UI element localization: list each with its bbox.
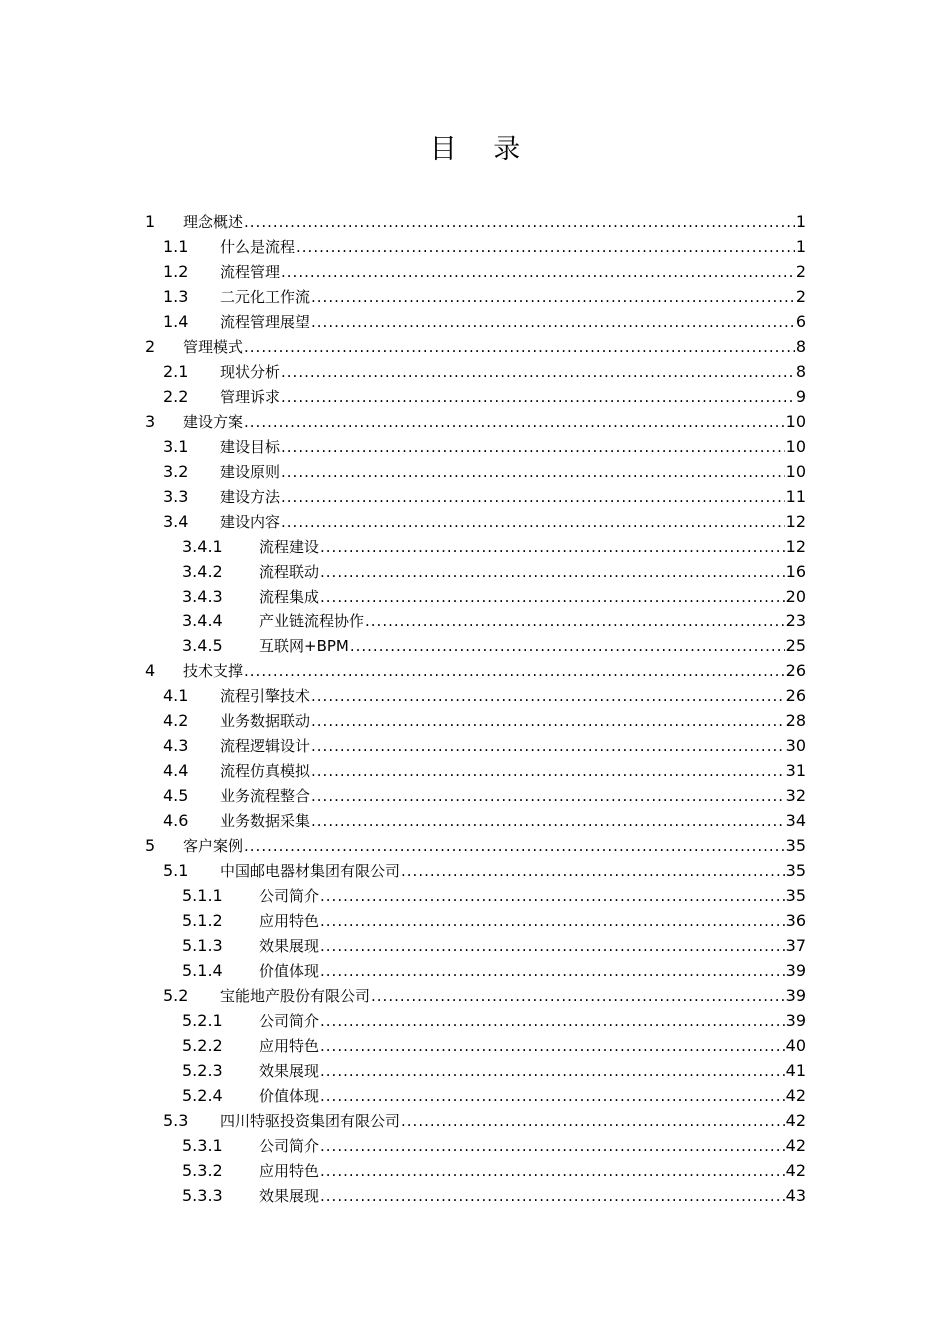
toc-dot-leader bbox=[320, 1135, 785, 1157]
toc-entry-page-number: 6 bbox=[795, 311, 806, 331]
toc-dot-leader bbox=[281, 461, 785, 483]
toc-entry[interactable] bbox=[145, 882, 806, 907]
toc-entry-number: 3.4.2 bbox=[182, 561, 223, 581]
toc-entry-number: 1.4 bbox=[163, 311, 189, 331]
toc-entry-label: 管理模式 bbox=[183, 337, 244, 356]
toc-entry-number: 3.4.4 bbox=[182, 611, 223, 631]
toc-entry[interactable] bbox=[145, 358, 806, 383]
toc-entry-page-number: 39 bbox=[785, 986, 806, 1005]
toc-entry-number: 5.1.3 bbox=[182, 936, 223, 956]
toc-dot-leader bbox=[244, 336, 795, 358]
toc-dot-leader bbox=[281, 486, 785, 508]
toc-entry-page-number: 2 bbox=[795, 286, 806, 306]
toc-entry-label: 价值体现 bbox=[259, 962, 320, 981]
toc-entry-number: 4.3 bbox=[163, 736, 189, 756]
toc-entry-page-number: 30 bbox=[785, 736, 806, 756]
toc-entry-number: 5.3.2 bbox=[182, 1160, 223, 1180]
toc-entry-number: 3.4 bbox=[163, 511, 189, 531]
toc-entry-number: 1 bbox=[145, 211, 156, 231]
toc-entry-label: 流程引擎技术 bbox=[220, 687, 311, 706]
toc-entry-page-number: 39 bbox=[785, 1010, 806, 1030]
toc-entry-label: 价值体现 bbox=[259, 1086, 320, 1105]
toc-dot-leader bbox=[244, 660, 785, 682]
toc-entry-number: 1.1 bbox=[163, 236, 189, 256]
toc-entry-label: 流程仿真模拟 bbox=[220, 762, 311, 781]
toc-entry[interactable] bbox=[145, 383, 806, 408]
toc-dot-leader bbox=[320, 885, 785, 907]
toc-entry-label: 建设方案 bbox=[183, 412, 244, 431]
toc-entry-page-number: 32 bbox=[785, 786, 806, 806]
toc-dot-leader bbox=[281, 261, 795, 283]
toc-dot-leader bbox=[244, 411, 785, 433]
toc-entry-page-number: 11 bbox=[785, 486, 806, 506]
toc-dot-leader bbox=[401, 860, 785, 882]
toc-entry-number: 4.1 bbox=[163, 686, 189, 706]
toc-entry-label: 应用特色 bbox=[259, 912, 320, 931]
toc-entry-label: 客户案例 bbox=[183, 837, 244, 856]
toc-entry-page-number: 1 bbox=[795, 211, 806, 231]
toc-entry-page-number: 2 bbox=[795, 261, 806, 281]
toc-entry-label: 应用特色 bbox=[259, 1161, 320, 1180]
toc-entry-page-number: 31 bbox=[785, 761, 806, 781]
toc-dot-leader bbox=[311, 311, 795, 333]
toc-entry-number: 5.1.4 bbox=[182, 961, 223, 981]
toc-dot-leader bbox=[320, 910, 785, 932]
toc-dot-leader bbox=[311, 685, 785, 707]
toc-entry-page-number: 36 bbox=[785, 911, 806, 931]
toc-entry-label: 流程管理展望 bbox=[220, 312, 311, 331]
toc-entry-label: 建设方法 bbox=[220, 487, 281, 506]
toc-entry-number: 5.1.1 bbox=[182, 886, 223, 906]
toc-dot-leader bbox=[320, 1035, 785, 1057]
toc-entry-label: 流程集成 bbox=[259, 587, 320, 606]
toc-entry[interactable] bbox=[145, 982, 806, 1007]
toc-dot-leader bbox=[320, 586, 785, 608]
toc-entry[interactable] bbox=[145, 433, 806, 458]
toc-entry-label: 互联网+BPM bbox=[259, 637, 349, 656]
toc-entry[interactable] bbox=[145, 1082, 806, 1107]
toc-entry-page-number: 16 bbox=[785, 561, 806, 581]
toc-entry[interactable] bbox=[145, 782, 806, 807]
toc-dot-leader bbox=[320, 1010, 785, 1032]
toc-entry-number: 3 bbox=[145, 411, 156, 431]
toc-entry-label: 公司简介 bbox=[259, 1136, 320, 1155]
toc-entry-page-number: 35 bbox=[785, 886, 806, 906]
toc-dot-leader bbox=[296, 236, 795, 258]
toc-entry[interactable] bbox=[145, 857, 806, 882]
toc-entry-label: 业务数据联动 bbox=[220, 712, 311, 731]
toc-entry-page-number: 25 bbox=[785, 636, 806, 656]
toc-entry[interactable] bbox=[145, 508, 806, 533]
toc-entry[interactable] bbox=[145, 533, 806, 558]
toc-dot-leader bbox=[281, 511, 785, 533]
toc-entry-page-number: 10 bbox=[785, 461, 806, 481]
toc-entry-number: 3.3 bbox=[163, 486, 189, 506]
toc-entry-label: 中国邮电器材集团有限公司 bbox=[220, 862, 401, 881]
toc-entry-page-number: 26 bbox=[785, 661, 806, 681]
toc-entry-label: 应用特色 bbox=[259, 1036, 320, 1055]
toc-dot-leader bbox=[401, 1110, 785, 1132]
toc-dot-leader bbox=[350, 635, 785, 657]
toc-dot-leader bbox=[281, 361, 795, 383]
toc-entry-number: 3.2 bbox=[163, 461, 189, 481]
toc-entry-number: 5.3.3 bbox=[182, 1185, 223, 1205]
toc-entry-label: 现状分析 bbox=[220, 362, 281, 381]
toc-entry[interactable] bbox=[145, 657, 806, 682]
toc-entry-number: 4 bbox=[145, 661, 156, 681]
toc-entry[interactable] bbox=[145, 1032, 806, 1057]
toc-dot-leader bbox=[320, 1085, 785, 1107]
toc-entry[interactable] bbox=[145, 308, 806, 333]
toc-entry-number: 4.4 bbox=[163, 761, 189, 781]
toc-dot-leader bbox=[311, 760, 785, 782]
toc-entry-label: 宝能地产股份有限公司 bbox=[220, 987, 371, 1005]
toc-entry-page-number: 37 bbox=[785, 936, 806, 956]
toc-dot-leader bbox=[371, 985, 785, 1007]
toc-dot-leader bbox=[320, 1060, 785, 1082]
toc-entry-number: 5.2 bbox=[163, 986, 189, 1005]
toc-entry[interactable] bbox=[145, 258, 806, 283]
toc-entry-label: 效果展现 bbox=[259, 937, 320, 956]
toc-entry-number: 1.3 bbox=[163, 286, 189, 306]
toc-entry-label: 流程联动 bbox=[259, 562, 320, 581]
toc-entry[interactable] bbox=[145, 832, 806, 857]
toc-dot-leader bbox=[320, 935, 785, 957]
toc-entry[interactable] bbox=[145, 408, 806, 433]
toc-entry[interactable] bbox=[145, 483, 806, 508]
toc-entry-page-number: 8 bbox=[795, 361, 806, 381]
toc-entry-page-number: 40 bbox=[785, 1035, 806, 1055]
toc-entry-page-number: 26 bbox=[785, 686, 806, 706]
toc-entry[interactable] bbox=[145, 1132, 806, 1157]
toc-entry-page-number: 43 bbox=[785, 1185, 806, 1205]
toc-entry-page-number: 23 bbox=[785, 611, 806, 631]
toc-entry-label: 什么是流程 bbox=[220, 237, 296, 256]
toc-entry-number: 5.2.1 bbox=[182, 1010, 223, 1030]
toc-entry-label: 效果展现 bbox=[259, 1186, 320, 1205]
toc-entry[interactable] bbox=[145, 757, 806, 782]
toc-entry-page-number: 42 bbox=[785, 1110, 806, 1130]
toc-entry-page-number: 42 bbox=[785, 1085, 806, 1105]
toc-entry-page-number: 12 bbox=[785, 536, 806, 556]
toc-dot-leader bbox=[311, 735, 785, 757]
toc-entry-number: 3.4.5 bbox=[182, 636, 223, 656]
toc-entry-number: 5.2.2 bbox=[182, 1035, 223, 1055]
toc-dot-leader bbox=[281, 436, 785, 458]
toc-entry[interactable] bbox=[145, 208, 806, 233]
toc-entry[interactable] bbox=[145, 233, 806, 258]
toc-entry[interactable] bbox=[145, 458, 806, 483]
toc-entry[interactable] bbox=[145, 583, 806, 608]
toc-entry-label: 公司简介 bbox=[259, 1011, 320, 1030]
toc-entry-page-number: 1 bbox=[795, 236, 806, 256]
toc-entry-number: 4.2 bbox=[163, 711, 189, 731]
toc-title: 目 录 bbox=[429, 134, 535, 165]
toc-entry[interactable] bbox=[145, 957, 806, 982]
toc-entry[interactable] bbox=[145, 1182, 806, 1207]
toc-entry-number: 4.6 bbox=[163, 811, 189, 831]
toc-list bbox=[145, 208, 806, 1207]
toc-entry-page-number: 39 bbox=[785, 961, 806, 981]
toc-entry[interactable] bbox=[145, 283, 806, 308]
toc-entry-number: 2.1 bbox=[163, 361, 189, 381]
toc-entry-label: 流程管理 bbox=[220, 262, 281, 281]
toc-dot-leader bbox=[320, 536, 785, 558]
toc-entry[interactable] bbox=[145, 632, 806, 657]
toc-entry-number: 2.2 bbox=[163, 386, 189, 406]
toc-entry-page-number: 20 bbox=[785, 586, 806, 606]
toc-entry-label: 理念概述 bbox=[183, 212, 244, 231]
toc-entry[interactable] bbox=[145, 732, 806, 757]
toc-entry[interactable] bbox=[145, 707, 806, 732]
toc-entry-label: 建设目标 bbox=[220, 437, 281, 456]
toc-entry-number: 5.3.1 bbox=[182, 1135, 223, 1155]
toc-entry-label: 四川特驱投资集团有限公司 bbox=[220, 1111, 401, 1130]
toc-entry-number: 2 bbox=[145, 336, 156, 356]
toc-dot-leader bbox=[311, 810, 785, 832]
toc-entry-number: 1.2 bbox=[163, 261, 189, 281]
toc-entry-number: 3.4.3 bbox=[182, 586, 223, 606]
toc-entry[interactable] bbox=[145, 932, 806, 957]
toc-entry-page-number: 42 bbox=[785, 1135, 806, 1155]
toc-entry-label: 建设内容 bbox=[220, 512, 281, 531]
toc-entry-number: 5.2.3 bbox=[182, 1060, 223, 1080]
toc-entry-label: 二元化工作流 bbox=[220, 287, 311, 306]
toc-entry[interactable] bbox=[145, 1007, 806, 1032]
toc-dot-leader bbox=[311, 710, 785, 732]
toc-entry-page-number: 10 bbox=[785, 411, 806, 431]
toc-dot-leader bbox=[311, 785, 785, 807]
toc-entry-page-number: 34 bbox=[785, 811, 806, 831]
toc-entry-number: 5 bbox=[145, 836, 156, 856]
toc-entry-page-number: 35 bbox=[785, 861, 806, 881]
toc-entry[interactable] bbox=[145, 558, 806, 583]
toc-entry-number: 4.5 bbox=[163, 786, 189, 806]
toc-dot-leader bbox=[320, 1160, 785, 1182]
toc-dot-leader bbox=[244, 211, 795, 233]
toc-entry-label: 效果展现 bbox=[259, 1061, 320, 1080]
toc-entry-label: 公司简介 bbox=[259, 887, 320, 906]
toc-entry-label: 产业链流程协作 bbox=[259, 612, 365, 631]
toc-entry[interactable] bbox=[145, 682, 806, 707]
toc-entry-number: 5.2.4 bbox=[182, 1085, 223, 1105]
toc-entry-label: 业务数据采集 bbox=[220, 812, 311, 831]
toc-entry-label: 流程建设 bbox=[259, 537, 320, 556]
toc-entry-label: 业务流程整合 bbox=[220, 787, 311, 806]
toc-dot-leader bbox=[365, 610, 785, 632]
toc-entry[interactable] bbox=[145, 907, 806, 932]
toc-entry[interactable] bbox=[145, 1157, 806, 1182]
toc-entry-page-number: 12 bbox=[785, 511, 806, 531]
toc-dot-leader bbox=[244, 835, 785, 857]
toc-dot-leader bbox=[320, 960, 785, 982]
toc-entry-number: 5.3 bbox=[163, 1110, 189, 1130]
toc-entry-number: 5.1 bbox=[163, 861, 189, 881]
toc-dot-leader bbox=[281, 386, 795, 408]
toc-entry-label: 流程逻辑设计 bbox=[220, 737, 311, 756]
toc-entry-number: 3.1 bbox=[163, 436, 189, 456]
toc-entry-page-number: 35 bbox=[785, 836, 806, 856]
toc-entry-label: 技术支撑 bbox=[183, 662, 244, 681]
toc-entry-label: 建设原则 bbox=[220, 462, 281, 481]
toc-entry-page-number: 28 bbox=[785, 711, 806, 731]
toc-entry-page-number: 8 bbox=[795, 336, 806, 356]
toc-entry[interactable] bbox=[145, 1057, 806, 1082]
toc-entry-number: 5.1.2 bbox=[182, 911, 223, 931]
toc-entry-label: 管理诉求 bbox=[220, 387, 281, 406]
toc-dot-leader bbox=[320, 561, 785, 583]
toc-entry[interactable] bbox=[145, 608, 806, 633]
toc-entry-page-number: 42 bbox=[785, 1160, 806, 1180]
toc-dot-leader bbox=[320, 1185, 785, 1207]
toc-entry-page-number: 10 bbox=[785, 436, 806, 456]
toc-entry-number: 3.4.1 bbox=[182, 536, 223, 556]
toc-entry-page-number: 9 bbox=[795, 386, 806, 406]
toc-entry[interactable] bbox=[145, 333, 806, 358]
toc-dot-leader bbox=[311, 286, 795, 308]
toc-entry-page-number: 41 bbox=[785, 1060, 806, 1080]
toc-entry[interactable] bbox=[145, 1107, 806, 1132]
toc-entry[interactable] bbox=[145, 807, 806, 832]
